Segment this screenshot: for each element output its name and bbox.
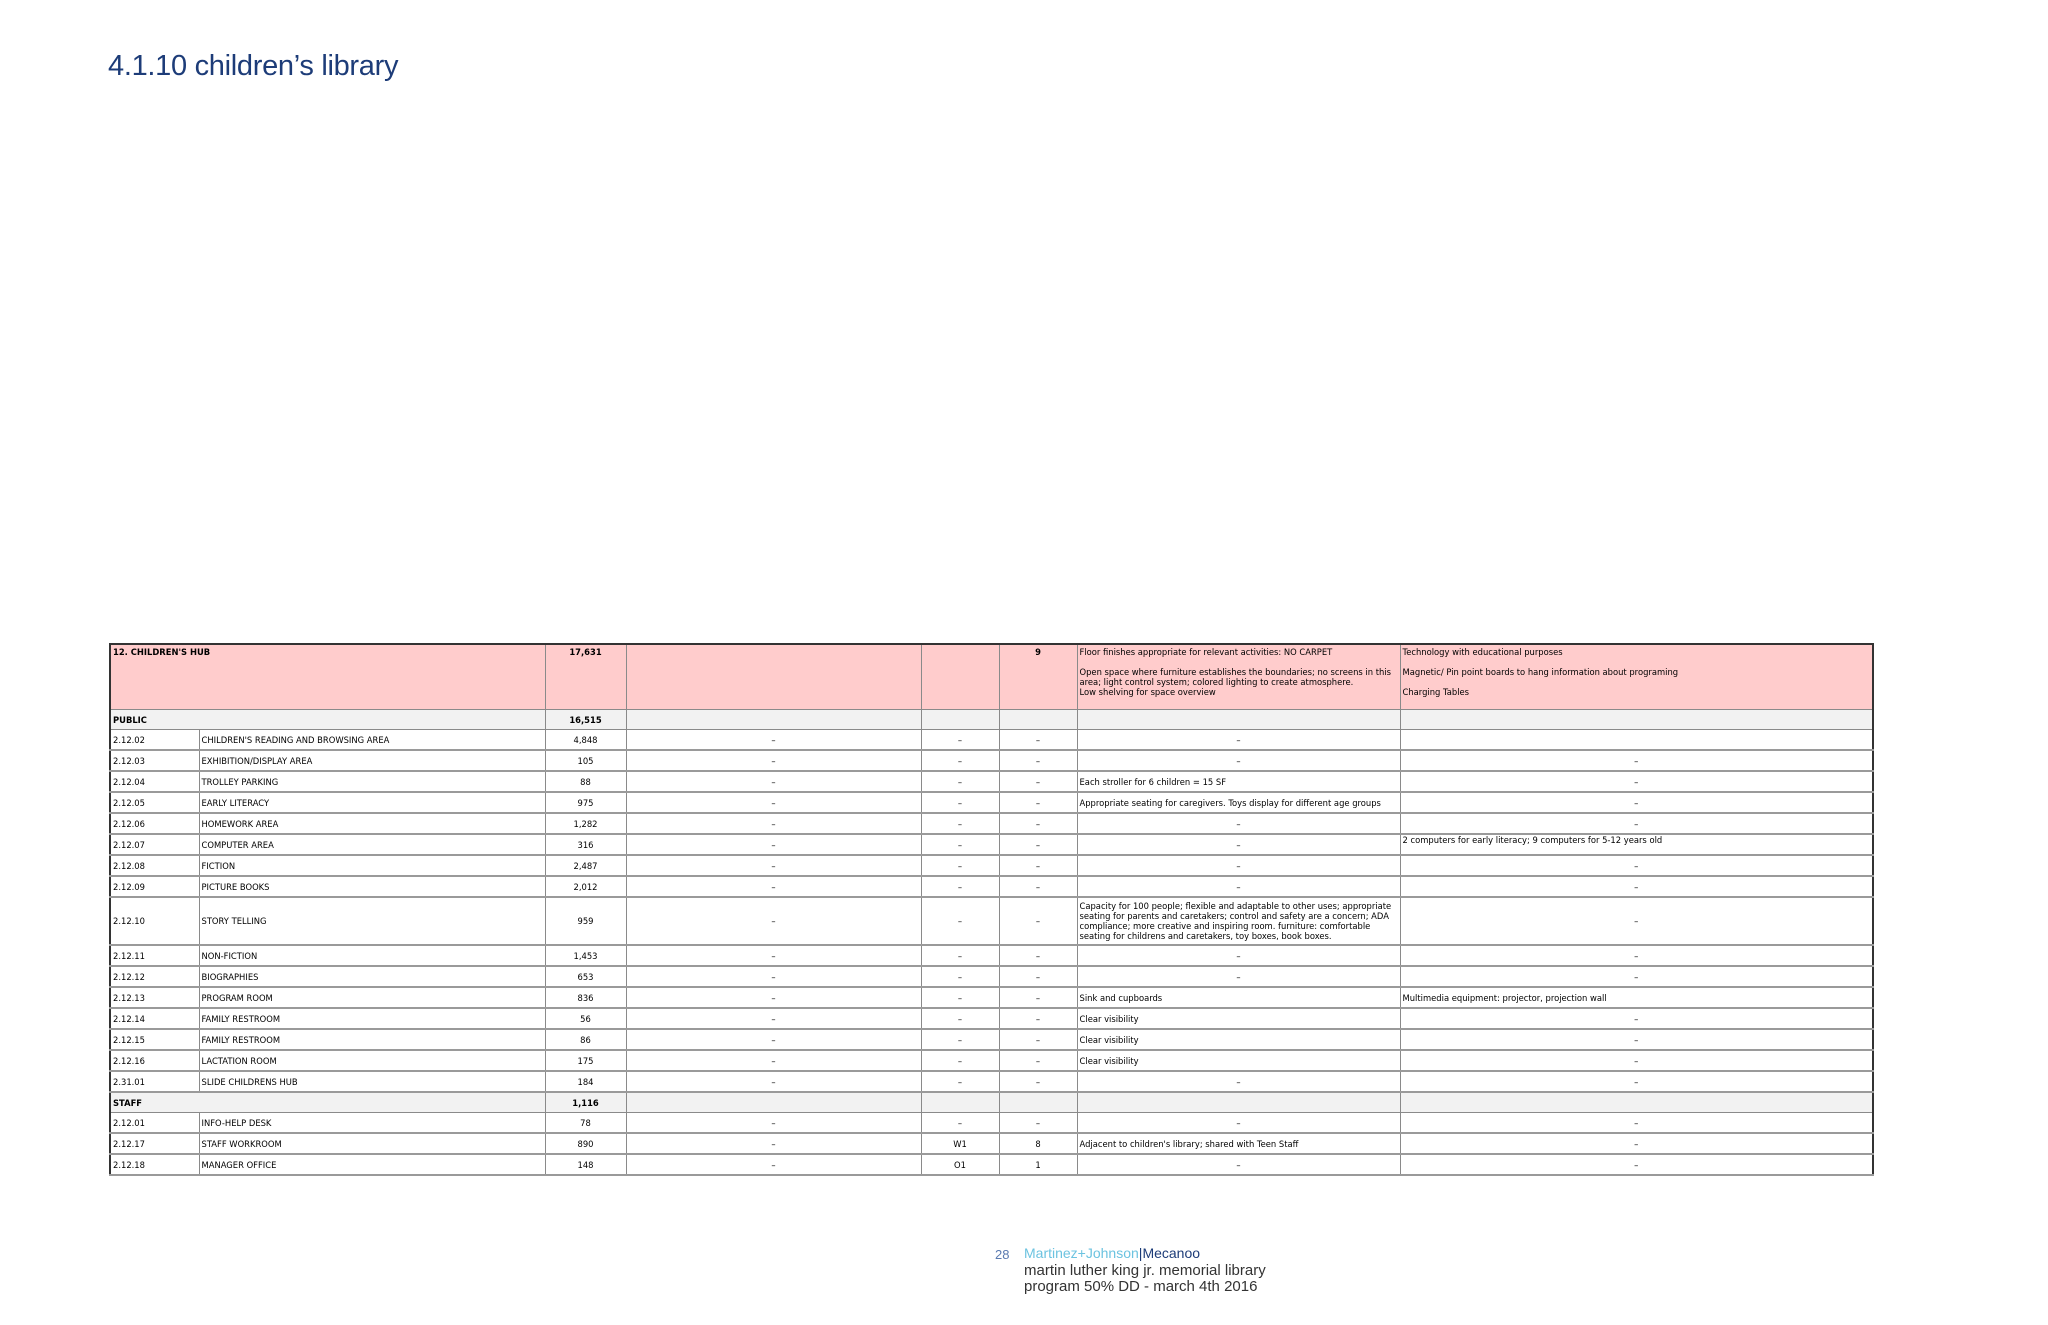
cell-col-4: – [626,1050,921,1071]
cell-col-6: – [999,897,1077,945]
table-row [110,730,1873,751]
cell-notes: Clear visibility [1077,1008,1400,1029]
table-row [110,945,1873,966]
cell-col-6: – [999,750,1077,771]
cell-notes: Capacity for 100 people; flexible and adaptable to other uses; appropriate seating for parents and caretakers; control and safety are a concern; ADA compliance; more creative and inspiring room. furniture: comfortable seating for childrens and caretakers, toy boxes, book boxes. [1077,897,1400,945]
cell-col-5: O1 [921,1154,999,1175]
cell-room-id: 2.12.08 [110,855,199,876]
cell-area-sf: 959 [545,897,626,945]
cell-room-name: NON-FICTION [199,945,545,966]
cell-col-5: – [921,945,999,966]
cell-col-5: – [921,792,999,813]
brand-separator: | [1138,1245,1143,1261]
cell-room-name: STORY TELLING [199,897,545,945]
hub-area: 17,631 [545,644,626,710]
cell-col-5: – [921,1113,999,1134]
cell-room-id: 2.12.02 [110,730,199,751]
cell-area-sf: 56 [545,1008,626,1029]
cell-area-sf: 105 [545,750,626,771]
section-area: 1,116 [545,1092,626,1113]
cell-col-4: – [626,876,921,897]
table-row [110,1113,1873,1134]
table-row [110,750,1873,771]
cell-col-4: – [626,987,921,1008]
cell-room-id: 2.12.10 [110,897,199,945]
cell-technology: – [1400,1113,1873,1134]
table-row [110,987,1873,1008]
cell-room-name: TROLLEY PARKING [199,771,545,792]
cell-col-6: – [999,792,1077,813]
cell-col-5: – [921,1071,999,1092]
cell-room-id: 2.12.17 [110,1133,199,1154]
cell-notes: – [1077,750,1400,771]
cell-room-name: HOMEWORK AREA [199,813,545,834]
cell-technology: – [1400,855,1873,876]
table-row [110,1050,1873,1071]
cell-col-4: – [626,1154,921,1175]
cell-col-4: – [626,966,921,987]
cell-technology: – [1400,1050,1873,1071]
cell-col-4: – [626,834,921,855]
hub-empty-cell [626,644,921,710]
cell-area-sf: 2,487 [545,855,626,876]
cell-col-4: – [626,1029,921,1050]
cell-area-sf: 836 [545,987,626,1008]
hub-header-row [110,644,1873,710]
cell-area-sf: 88 [545,771,626,792]
cell-room-id: 2.12.18 [110,1154,199,1175]
cell-col-6: – [999,730,1077,751]
cell-area-sf: 1,282 [545,813,626,834]
hub-count: 9 [999,644,1077,710]
hub-notes-line: Open space where furniture establishes the boundaries; no screens in this area; light control system; colored lighting to create atmosphere. [1079,667,1391,687]
hub-notes-line: Low shelving for space overview [1079,687,1216,697]
cell-room-name: PROGRAM ROOM [199,987,545,1008]
cell-col-4: – [626,897,921,945]
cell-col-6: – [999,771,1077,792]
cell-col-5: W1 [921,1133,999,1154]
cell-room-id: 2.12.01 [110,1113,199,1134]
cell-notes: – [1077,855,1400,876]
table-row [110,1133,1873,1154]
cell-col-4: – [626,1133,921,1154]
cell-col-5: – [921,855,999,876]
table-row [110,855,1873,876]
cell-room-id: 2.12.05 [110,792,199,813]
table-row [110,1154,1873,1175]
hub-empty-cell [921,644,999,710]
cell-col-5: – [921,834,999,855]
cell-technology: – [1400,966,1873,987]
cell-area-sf: 4,848 [545,730,626,751]
cell-col-5: – [921,771,999,792]
cell-notes: Each stroller for 6 children = 15 SF [1077,771,1400,792]
cell-col-6: – [999,813,1077,834]
table-row [110,771,1873,792]
cell-col-5: – [921,730,999,751]
cell-room-id: 2.12.14 [110,1008,199,1029]
cell-room-id: 2.12.12 [110,966,199,987]
brand-martinez-johnson: Martinez+Johnson [1024,1245,1139,1261]
cell-col-4: – [626,792,921,813]
hub-notes-line: Floor finishes appropriate for relevant activities: NO CARPET [1079,647,1333,657]
cell-col-6: – [999,834,1077,855]
cell-room-name: BIOGRAPHIES [199,966,545,987]
table-row [110,1071,1873,1092]
cell-room-id: 2.12.16 [110,1050,199,1071]
cell-col-6: – [999,1008,1077,1029]
cell-technology: Multimedia equipment: projector, projection wall [1400,987,1873,1008]
cell-area-sf: 975 [545,792,626,813]
cell-col-5: – [921,876,999,897]
cell-room-name: FAMILY RESTROOM [199,1008,545,1029]
cell-col-6: 8 [999,1133,1077,1154]
hub-tech-line: Charging Tables [1402,687,1470,697]
cell-room-id: 2.12.06 [110,813,199,834]
cell-area-sf: 653 [545,966,626,987]
cell-col-4: – [626,1008,921,1029]
cell-notes: – [1077,813,1400,834]
cell-room-name: LACTATION ROOM [199,1050,545,1071]
cell-col-4: – [626,750,921,771]
cell-room-name: PICTURE BOOKS [199,876,545,897]
cell-area-sf: 86 [545,1029,626,1050]
page-number: 28 [995,1247,1010,1262]
cell-room-name: CHILDREN'S READING AND BROWSING AREA [199,730,545,751]
cell-col-4: – [626,1113,921,1134]
cell-col-6: – [999,876,1077,897]
cell-col-4: – [626,1071,921,1092]
table-row [110,1008,1873,1029]
cell-col-6: – [999,855,1077,876]
cell-technology: – [1400,945,1873,966]
table-row [110,834,1873,855]
cell-room-id: 2.31.01 [110,1071,199,1092]
cell-technology: – [1400,1154,1873,1175]
cell-notes: Sink and cupboards [1077,987,1400,1008]
cell-room-name: STAFF WORKROOM [199,1133,545,1154]
section-row-public [110,710,1873,730]
cell-col-6: – [999,1050,1077,1071]
cell-col-4: – [626,813,921,834]
cell-notes: – [1077,876,1400,897]
cell-technology: – [1400,1029,1873,1050]
cell-notes: Appropriate seating for caregivers. Toys display for different age groups [1077,792,1400,813]
cell-room-id: 2.12.04 [110,771,199,792]
cell-technology [1400,730,1873,751]
brand-line [1024,1245,1200,1261]
cell-notes: – [1077,966,1400,987]
cell-col-6: – [999,966,1077,987]
cell-col-5: – [921,750,999,771]
cell-technology: – [1400,750,1873,771]
cell-room-name: FICTION [199,855,545,876]
cell-area-sf: 175 [545,1050,626,1071]
table-row [110,897,1873,945]
table-row [110,813,1873,834]
cell-technology: – [1400,1008,1873,1029]
brand-mecanoo: Mecanoo [1142,1245,1201,1261]
section-row-staff [110,1092,1873,1113]
hub-tech-line: Magnetic/ Pin point boards to hang information about programing [1402,667,1679,677]
cell-col-4: – [626,945,921,966]
cell-col-5: – [921,1050,999,1071]
cell-technology: – [1400,771,1873,792]
hub-technology [1400,644,1873,710]
cell-notes: – [1077,1113,1400,1134]
footer-program-date: program 50% DD - march 4th 2016 [1024,1278,1258,1295]
cell-room-name: SLIDE CHILDRENS HUB [199,1071,545,1092]
cell-col-5: – [921,966,999,987]
hub-name: 12. CHILDREN'S HUB [110,644,545,710]
cell-notes: Clear visibility [1077,1050,1400,1071]
table-row [110,966,1873,987]
cell-col-4: – [626,730,921,751]
cell-area-sf: 2,012 [545,876,626,897]
cell-room-name: FAMILY RESTROOM [199,1029,545,1050]
cell-area-sf: 148 [545,1154,626,1175]
cell-technology: – [1400,1071,1873,1092]
cell-col-6: 1 [999,1154,1077,1175]
cell-area-sf: 316 [545,834,626,855]
cell-col-6: – [999,1113,1077,1134]
hub-notes [1077,644,1400,710]
cell-col-6: – [999,1071,1077,1092]
table-row [110,1029,1873,1050]
cell-room-id: 2.12.13 [110,987,199,1008]
cell-room-name: EXHIBITION/DISPLAY AREA [199,750,545,771]
cell-col-5: – [921,987,999,1008]
section-label: PUBLIC [110,710,545,730]
cell-col-5: – [921,1008,999,1029]
cell-col-5: – [921,1029,999,1050]
cell-notes: – [1077,834,1400,855]
cell-col-4: – [626,855,921,876]
cell-notes: – [1077,945,1400,966]
cell-col-4: – [626,771,921,792]
cell-area-sf: 890 [545,1133,626,1154]
cell-technology: – [1400,792,1873,813]
program-table [109,643,1874,1176]
footer-library-name: martin luther king jr. memorial library [1024,1262,1266,1279]
cell-room-name: MANAGER OFFICE [199,1154,545,1175]
cell-room-name: INFO-HELP DESK [199,1113,545,1134]
cell-room-id: 2.12.07 [110,834,199,855]
cell-room-id: 2.12.15 [110,1029,199,1050]
cell-col-6: – [999,1029,1077,1050]
section-label: STAFF [110,1092,545,1113]
cell-room-id: 2.12.09 [110,876,199,897]
cell-notes: Clear visibility [1077,1029,1400,1050]
cell-col-5: – [921,897,999,945]
cell-room-id: 2.12.03 [110,750,199,771]
cell-notes: – [1077,1071,1400,1092]
cell-room-name: EARLY LITERACY [199,792,545,813]
cell-notes: – [1077,730,1400,751]
cell-col-5: – [921,813,999,834]
cell-technology: – [1400,1133,1873,1154]
cell-area-sf: 1,453 [545,945,626,966]
cell-notes: – [1077,1154,1400,1175]
cell-room-id: 2.12.11 [110,945,199,966]
cell-col-6: – [999,945,1077,966]
section-area: 16,515 [545,710,626,730]
cell-room-name: COMPUTER AREA [199,834,545,855]
cell-technology: – [1400,813,1873,834]
cell-col-6: – [999,987,1077,1008]
cell-technology: 2 computers for early literacy; 9 computers for 5-12 years old [1400,834,1873,855]
cell-technology: – [1400,876,1873,897]
cell-notes: Adjacent to children's library; shared with Teen Staff [1077,1133,1400,1154]
cell-technology: – [1400,897,1873,945]
cell-area-sf: 184 [545,1071,626,1092]
table-row [110,876,1873,897]
hub-tech-line: Technology with educational purposes [1402,647,1563,657]
page-title: 4.1.10 children’s library [108,50,399,82]
table-row [110,792,1873,813]
cell-area-sf: 78 [545,1113,626,1134]
